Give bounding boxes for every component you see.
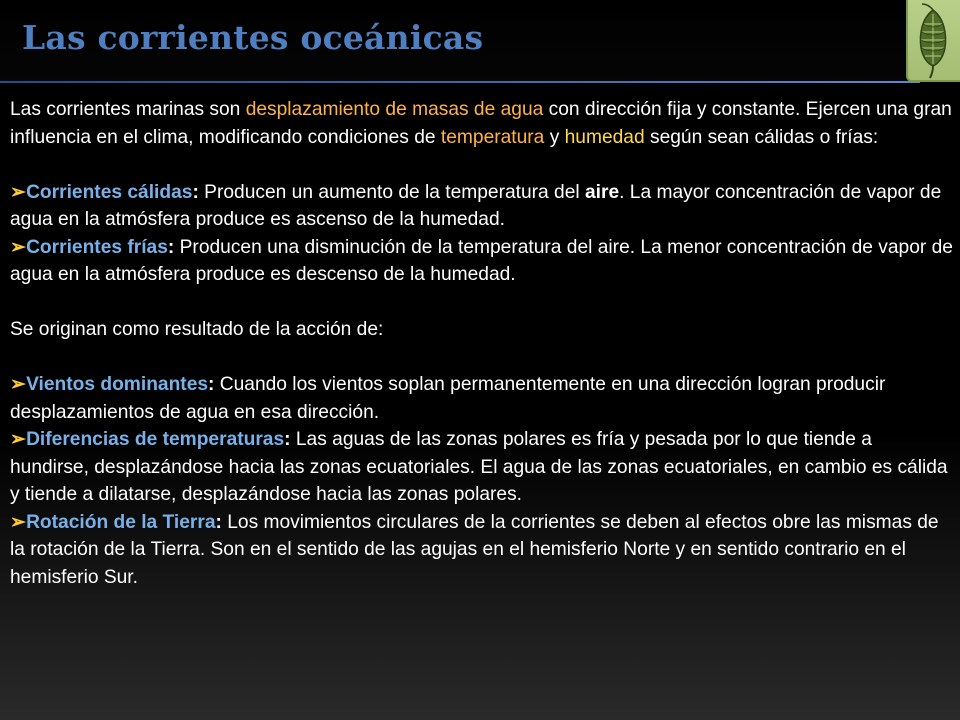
item-text: . La mayor concentración de vapor de agua en la atmósfera produce es ascenso de la humedad.	[10, 181, 942, 230]
arrow-bullet-icon: ➢	[10, 429, 27, 450]
item-text: Producen una disminución de la temperatura del aire. La menor concentración de vapor de agua en la atmósfera produce es descenso de la humedad.	[10, 236, 953, 285]
arrow-bullet-icon: ➢	[10, 374, 27, 395]
list-item-earth-rotation	[10, 509, 954, 592]
term-temperature-differences: Diferencias de temperaturas	[26, 429, 285, 450]
item-text: Cuando los vientos soplan permanentemente en una dirección logran producir desplazamientos de agua en esa dirección.	[10, 374, 886, 423]
spacer	[10, 289, 954, 317]
intro-paragraph	[10, 96, 954, 151]
intro-text: Las corrientes marinas son	[10, 99, 246, 120]
item-text: Los movimientos circulares de la corrientes se deben al efectos obre las mismas de la rotación de la Tierra. Son en el sentido de las agujas en el hemisferio Norte y en sentido contrario en el hemisferio Sur.	[10, 511, 939, 588]
term-colon: :	[192, 181, 199, 203]
highlight-displacement: desplazamiento de masas de agua	[245, 99, 544, 120]
spacer	[10, 344, 954, 372]
title-divider	[0, 81, 920, 83]
spacer	[10, 151, 954, 179]
origin-line: Se originan como resultado de la acción de:	[10, 319, 384, 340]
term-earth-rotation: Rotación de la Tierra	[26, 511, 216, 533]
highlight-humidity: humedad	[564, 126, 645, 148]
list-item-winds	[10, 371, 954, 426]
pinecone-icon-graphic	[908, 0, 958, 80]
title-bar	[0, 0, 960, 82]
list-item-warm	[10, 179, 954, 234]
intro-text: según sean cálidas o frías:	[644, 126, 879, 148]
term-colon: :	[215, 511, 222, 533]
list-item-cold	[10, 234, 954, 289]
list-item-temperature-differences	[10, 426, 954, 509]
term-colon: :	[167, 236, 175, 258]
arrow-bullet-icon: ➢	[10, 181, 27, 203]
intro-text: y	[544, 126, 565, 148]
term-colon: :	[284, 429, 291, 450]
slide-title: Las corrientes oceánicas	[22, 18, 484, 57]
arrow-bullet-icon: ➢	[10, 511, 27, 533]
item-text: Producen un aumento de la temperatura del	[198, 181, 585, 203]
slide-body	[10, 96, 954, 591]
term-colon: :	[208, 374, 215, 395]
bold-air: aire	[584, 181, 620, 203]
term-prevailing-winds: Vientos dominantes	[26, 374, 209, 395]
item-text: Las aguas de las zonas polares es fría y pesada por lo que tiende a hundirse, desplazándose hacia las zonas ecuatoriales. El agua de las zonas ecuatoriales, en cambio es cálida y tiende a dilatarse, desplazándose hacia las zonas polares.	[10, 429, 948, 505]
intro-text: con dirección fija y constante. Ejercen una gran influencia en el clima, modificando condiciones de	[10, 99, 952, 148]
term-cold-currents: Corrientes frías	[26, 236, 168, 258]
pinecone-icon	[906, 0, 960, 82]
highlight-temperature: temperatura	[440, 126, 545, 148]
arrow-bullet-icon: ➢	[10, 236, 27, 258]
term-warm-currents: Corrientes cálidas	[26, 181, 193, 203]
